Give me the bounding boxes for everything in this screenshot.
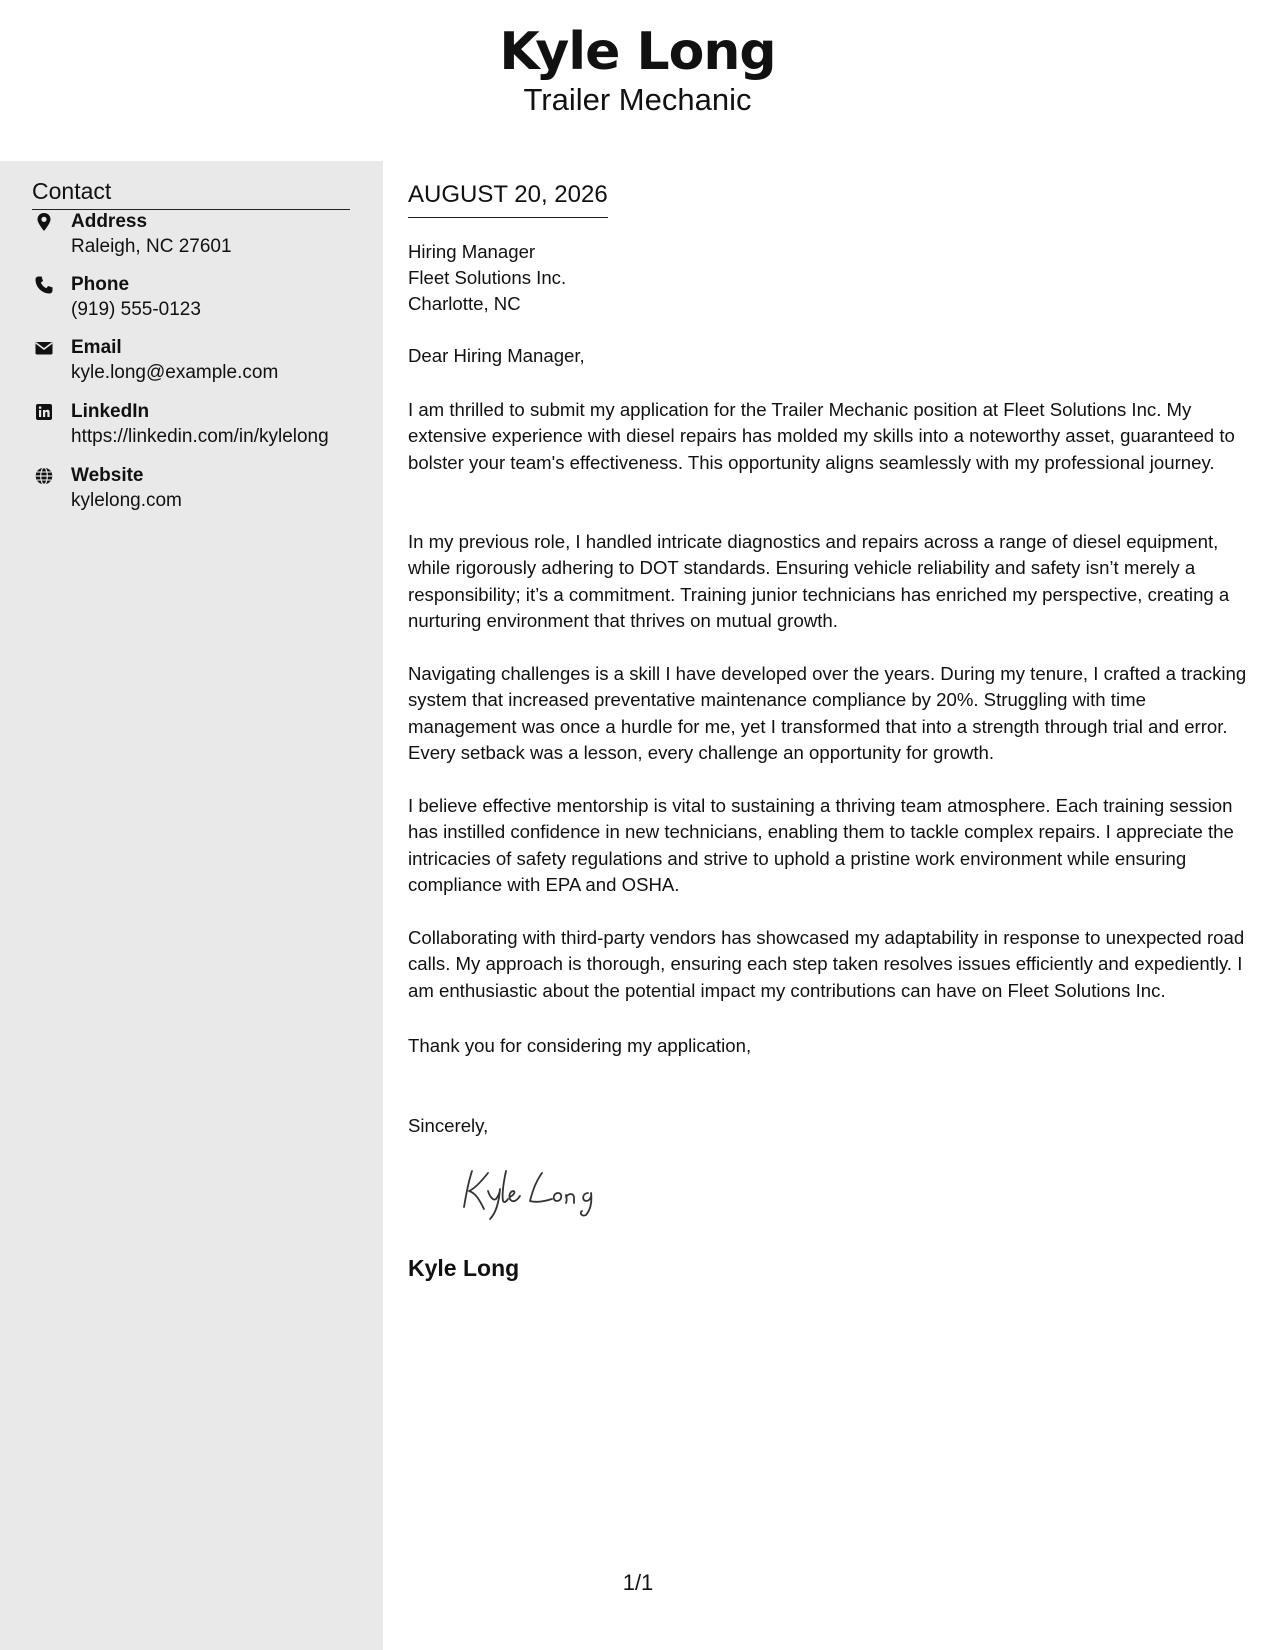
- letter-paragraph: In my previous role, I handled intricate diagnostics and repairs across a range of diesel equipment, while rigorously adhering to DOT standards. Ensuring vehicle reliability and safety isn’t merely a responsibility; it’s a commitment. Training junior technicians has enriched my perspective, creating a nurturing environment that thrives on mutual growth.: [408, 531, 1230, 632]
- handwritten-signature: [458, 1161, 628, 1221]
- contact-heading: Contact: [32, 175, 350, 210]
- job-title: Trailer Mechanic: [523, 82, 752, 117]
- linkedin-value[interactable]: https://linkedin.com/in/kylelong: [71, 426, 329, 447]
- contact-label: Website: [71, 465, 144, 486]
- letter-paragraph: I believe effective mentorship is vital to sustaining a thriving team atmosphere. Each training session has instilled confidence in new technicians, enabling them to tackle complex repairs. I appreciate the intricacies of safety regulations and strive to uphold a pristine work environment while ensuring compliance with EPA and OSHA.: [408, 795, 1234, 896]
- letter-paragraph: Collaborating with third-party vendors has showcased my adaptability in response to unexpected road calls. My approach is thorough, ensuring each step taken resolves issues efficiently and expediently. I am enthusiastic about the potential impact my contributions can have on Fleet Solutions Inc.: [408, 927, 1245, 1001]
- letter-date: AUGUST 20, 2026: [408, 179, 608, 218]
- map-pin-icon: [34, 212, 54, 232]
- contact-website: [32, 463, 362, 519]
- phone-icon: [34, 275, 54, 295]
- envelope-icon: [34, 338, 54, 358]
- contact-phone: [32, 272, 362, 328]
- recipient-line: Charlotte, NC: [408, 293, 521, 314]
- page-number: 1/1: [622, 1570, 654, 1595]
- closing-line: Thank you for considering my application,: [408, 1035, 752, 1056]
- header: [0, 0, 1275, 161]
- candidate-name: Kyle Long: [499, 22, 776, 82]
- contact-label: Address: [71, 211, 148, 232]
- contact-label: Email: [71, 337, 122, 358]
- email-value: kyle.long@example.com: [71, 362, 279, 383]
- letter-paragraph: I am thrilled to submit my application for the Trailer Mechanic position at Fleet Solutions Inc. My extensive experience with diesel repairs has molded my skills into a noteworthy asset, guaranteed to bolster your team's effectiveness. This opportunity aligns seamlessly with my professional journey.: [408, 399, 1235, 473]
- contact-label: LinkedIn: [71, 401, 150, 422]
- signer-name: Kyle Long: [408, 1255, 520, 1281]
- globe-icon: [34, 466, 54, 486]
- contact-label: Phone: [71, 274, 130, 295]
- website-value[interactable]: kylelong.com: [71, 490, 182, 511]
- linkedin-icon: [34, 402, 54, 422]
- recipient-line: Fleet Solutions Inc.: [408, 267, 567, 288]
- contact-address: [32, 209, 362, 265]
- salutation: Dear Hiring Manager,: [408, 345, 585, 366]
- contact-sidebar: [0, 161, 383, 1650]
- contact-linkedin: [32, 399, 362, 455]
- letter-paragraph: Navigating challenges is a skill I have developed over the years. During my tenure, I crafted a tracking system that increased preventative maintenance compliance by 20%. Struggling with time management was once a hurdle for me, yet I transformed that into a strength through trial and error. Every setback was a lesson, every challenge an opportunity for growth.: [408, 663, 1247, 764]
- phone-value: (919) 555-0123: [71, 299, 201, 320]
- address-value: Raleigh, NC 27601: [71, 236, 232, 257]
- contact-email: [32, 335, 362, 391]
- sign-off: Sincerely,: [408, 1115, 489, 1136]
- recipient-line: Hiring Manager: [408, 241, 536, 262]
